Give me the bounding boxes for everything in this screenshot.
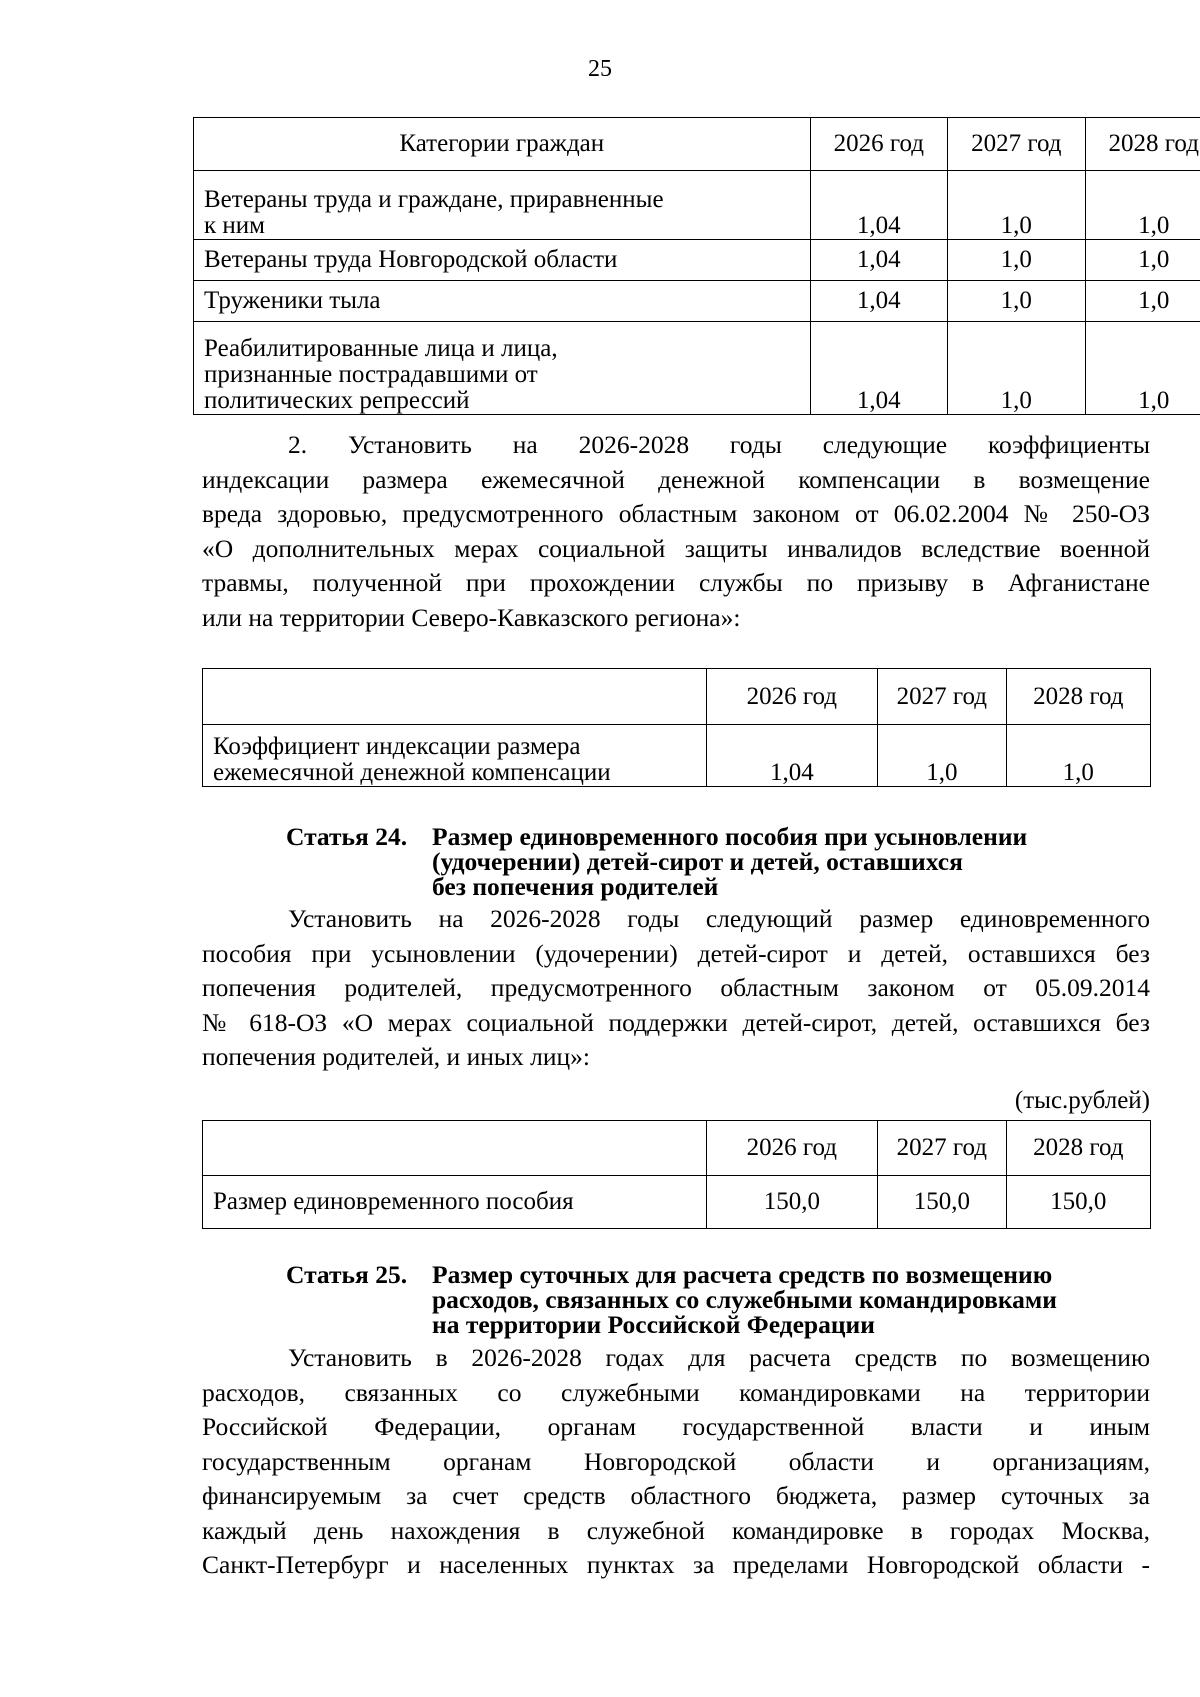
article-title-line: без попечения родителей <box>432 872 719 901</box>
para-line: расходов, связанных со служебными командировками на территории <box>202 1377 1150 1407</box>
value-cell: 1,0 <box>948 281 1085 322</box>
header-year-cell: 2026 год <box>810 118 947 171</box>
row-label: Реабилитированные лица и лица, признанные пострадавшими от политических репрессий <box>194 322 811 415</box>
header-year-cell: 2026 год <box>706 669 878 725</box>
value-cell: 150,0 <box>706 1176 878 1229</box>
allowance-table <box>202 1120 1151 1229</box>
table-row <box>194 322 1200 415</box>
header-cell <box>203 1121 707 1176</box>
para-line: № 618-ОЗ «О мерах социальной поддержки детей-сирот, детей, оставшихся без <box>202 1007 1150 1037</box>
para-line: каждый день нахождения в служебной командировке в городах Москва, <box>202 1515 1150 1545</box>
article-25-text <box>202 1341 1150 1583</box>
article-title-line: (удочерении) детей-сирот и детей, оставшихся <box>432 847 963 876</box>
row-label: Ветераны труда и граждане, приравненные к ним <box>194 171 811 240</box>
article-title-line: Размер единовременного пособия при усыновлении <box>432 822 1028 851</box>
header-year-cell: 2028 год <box>1006 669 1150 725</box>
article-24-text <box>202 902 1150 1075</box>
para-line: пособия при усыновлении (удочерении) детей-сирот и детей, оставшихся без <box>202 938 1150 968</box>
table-header-row <box>203 669 1151 725</box>
value-cell: 1,04 <box>810 240 947 281</box>
unit-note: (тыс.рублей) <box>1014 1087 1150 1114</box>
table-row <box>194 281 1200 322</box>
row-label: Ветераны труда Новгородской области <box>194 240 811 281</box>
para-line: попечения родителей, предусмотренного областным законом от 05.09.2014 <box>202 973 1150 1002</box>
table-row <box>194 240 1200 281</box>
value-cell: 1,0 <box>1006 725 1150 787</box>
para-line: финансируемым за счет средств областного бюджета, размер суточных за <box>202 1481 1150 1510</box>
table-row <box>194 171 1200 240</box>
para-line: 2. Установить на 2026-2028 годы следующие коэффициенты <box>288 430 1150 459</box>
table-header-row <box>203 1121 1151 1176</box>
para-line: государственным органам Новгородской области и организациям, <box>202 1446 1150 1476</box>
value-cell: 1,0 <box>1085 322 1200 415</box>
para-line: попечения родителей, и иных лиц»: <box>202 1042 590 1071</box>
para-line: Российской Федерации, органам государственной власти и иным <box>202 1412 1150 1441</box>
value-cell: 150,0 <box>1006 1176 1150 1229</box>
value-cell: 1,04 <box>810 171 947 240</box>
value-cell: 1,0 <box>948 240 1085 281</box>
row-label: Размер единовременного пособия <box>203 1176 707 1229</box>
value-cell: 1,0 <box>1085 281 1200 322</box>
article-25-heading <box>286 1262 1166 1337</box>
para-line: индексации размера ежемесячной денежной компенсации в возмещение <box>202 464 1150 494</box>
table-row <box>203 1176 1151 1229</box>
row-label: Труженики тыла <box>194 281 811 322</box>
value-cell: 1,04 <box>706 725 878 787</box>
para-line: Установить на 2026-2028 годы следующий размер единовременного <box>288 904 1150 933</box>
page-number: 25 <box>588 56 612 82</box>
value-cell: 1,04 <box>810 322 947 415</box>
value-cell: 150,0 <box>878 1176 1006 1229</box>
table-header-row <box>194 118 1200 171</box>
header-year-cell: 2027 год <box>878 669 1006 725</box>
header-cell <box>203 669 707 725</box>
article-24-heading <box>286 824 1166 899</box>
indexation-table-compensation <box>202 668 1151 787</box>
value-cell: 1,0 <box>1085 240 1200 281</box>
header-cell: Категории граждан <box>194 118 811 171</box>
value-cell: 1,0 <box>1085 171 1200 240</box>
header-year-cell: 2027 год <box>948 118 1085 171</box>
table-row <box>203 725 1151 787</box>
para-line: «О дополнительных мерах социальной защиты инвалидов вследствие военной <box>202 533 1150 563</box>
header-year-cell: 2027 год <box>878 1121 1006 1176</box>
indexation-table-categories <box>193 117 1200 415</box>
value-cell: 1,0 <box>878 725 1006 787</box>
para-line: вреда здоровью, предусмотренного областным законом от 06.02.2004 № 250-ОЗ <box>202 499 1150 528</box>
para-line: травмы, полученной при прохождении службы по призыву в Афганистане <box>202 568 1150 597</box>
para-line: Установить в 2026-2028 годах для расчета средств по возмещению <box>288 1343 1150 1372</box>
header-year-cell: 2028 год <box>1006 1121 1150 1176</box>
header-year-cell: 2028 год <box>1085 118 1200 171</box>
article-number: Статья 25. <box>286 1260 408 1289</box>
article-title-line: Размер суточных для расчета средств по возмещению <box>432 1260 1053 1289</box>
article-title-line: расходов, связанных со служебными командировками <box>432 1285 1057 1314</box>
article-number: Статья 24. <box>286 822 408 851</box>
value-cell: 1,04 <box>810 281 947 322</box>
para-line: или на территории Северо-Кавказского региона»: <box>202 602 741 632</box>
value-cell: 1,0 <box>948 171 1085 240</box>
para-line: Санкт-Петербург и населенных пунктах за пределами Новгородской области - <box>202 1550 1150 1579</box>
row-label: Коэффициент индексации размера ежемесячной денежной компенсации <box>203 725 707 787</box>
header-year-cell: 2026 год <box>706 1121 878 1176</box>
article-title-line: на территории Российской Федерации <box>432 1310 875 1339</box>
paragraph-item-2 <box>202 428 1150 635</box>
value-cell: 1,0 <box>948 322 1085 415</box>
